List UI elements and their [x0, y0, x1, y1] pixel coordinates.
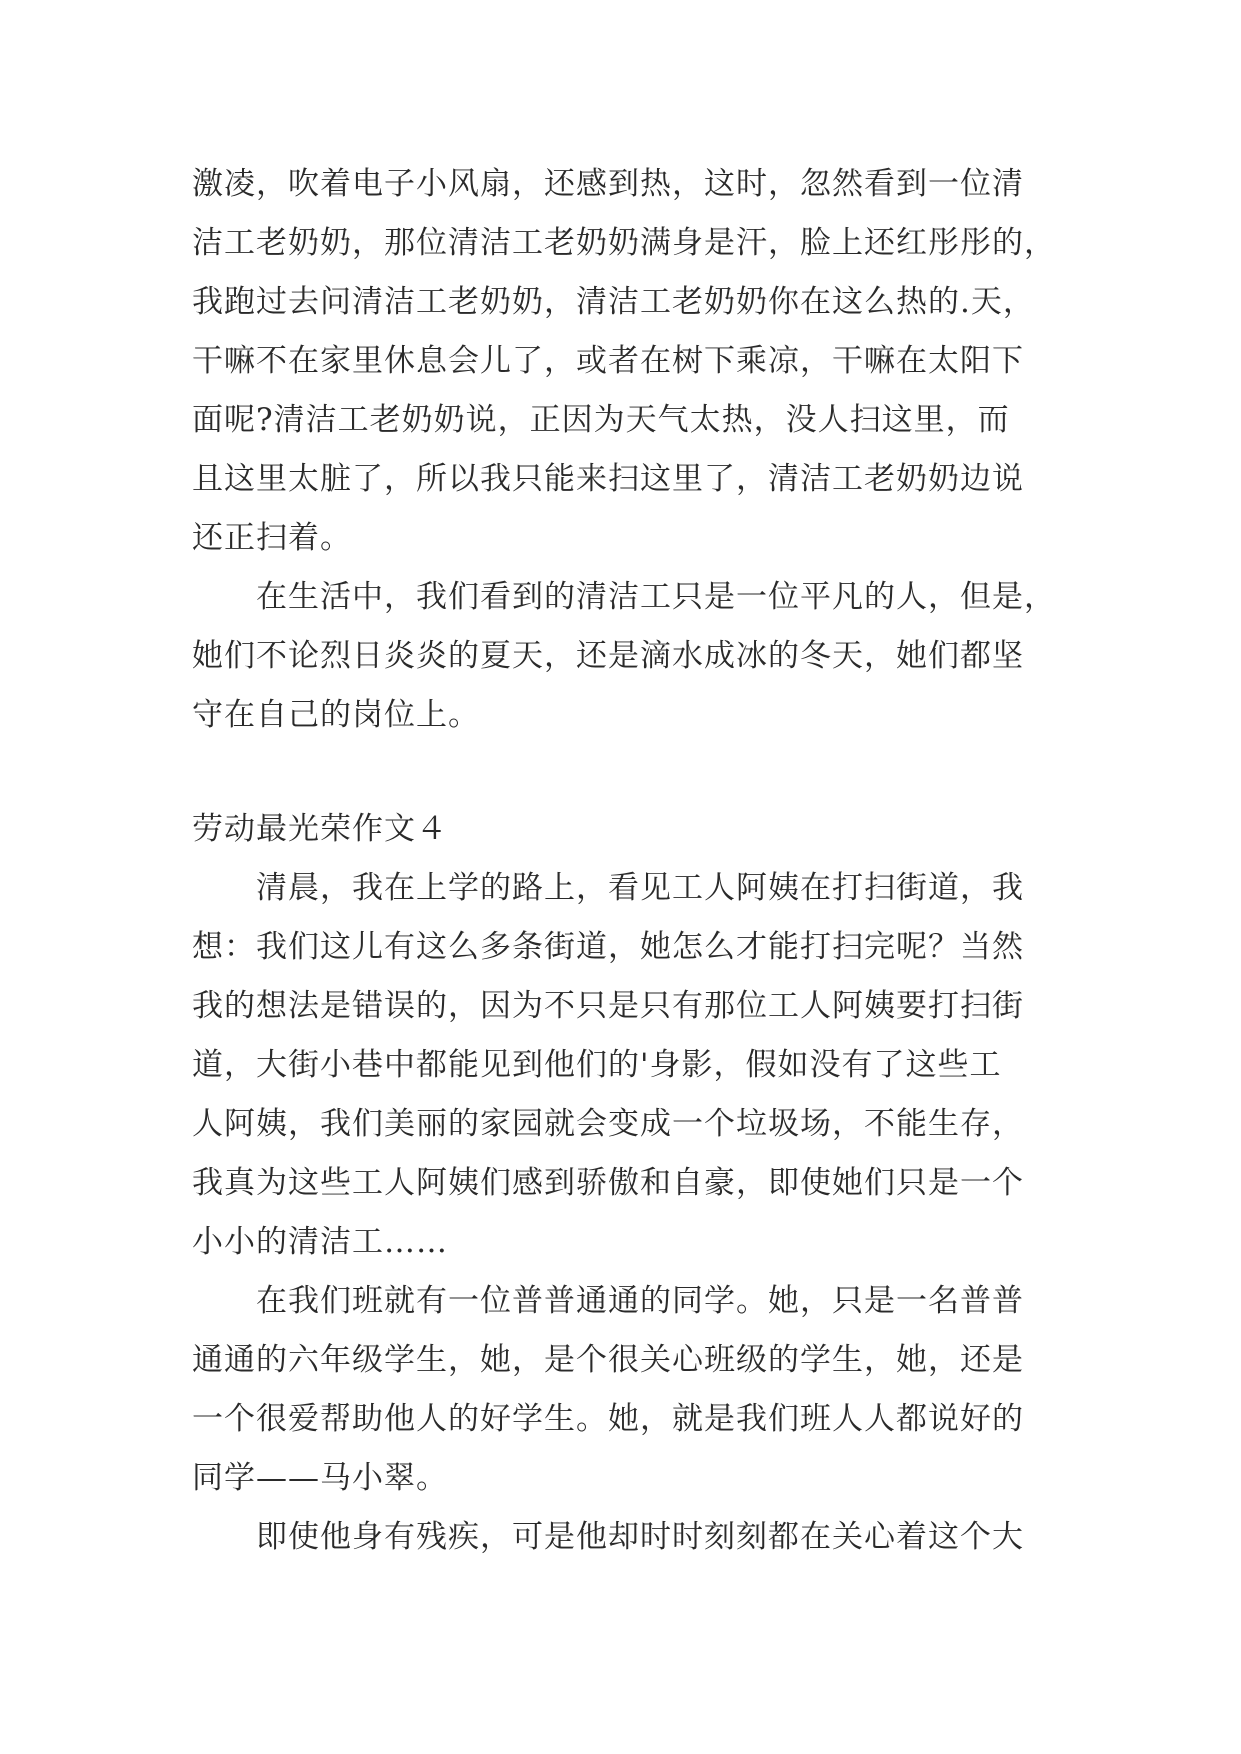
text-line: 同学——马小翠。: [192, 1460, 448, 1496]
section-heading: 劳动最光荣作文４: [192, 811, 448, 847]
text-line: 一个很爱帮助他人的好学生。她，就是我们班人人都说好的: [192, 1401, 1024, 1437]
text-line: 且这里太脏了，所以我只能来扫这里了，清洁工老奶奶边说: [192, 461, 1024, 497]
text-line: 我的想法是错误的，因为不只是只有那位工人阿姨要打扫街: [192, 988, 1024, 1024]
text-line: 面呢?清洁工老奶奶说，正因为天气太热，没人扫这里，而: [192, 402, 1010, 438]
text-line: 小小的清洁工……: [192, 1224, 448, 1260]
text-line: 守在自己的岗位上。: [192, 697, 480, 733]
text-line: 洁工老奶奶，那位清洁工老奶奶满身是汗，脸上还红彤彤的，: [192, 225, 1056, 261]
text-line: 通通的六年级学生，她，是个很关心班级的学生，她，还是: [192, 1342, 1024, 1378]
text-line: 激凌，吹着电子小风扇，还感到热，这时，忽然看到一位清: [192, 166, 1024, 202]
text-line: 人阿姨，我们美丽的家园就会变成一个垃圾场，不能生存，: [192, 1106, 1024, 1142]
text-line: 即使他身有残疾，可是他却时时刻刻都在关心着这个大: [192, 1519, 1024, 1555]
text-line: 还正扫着。: [192, 520, 352, 556]
text-line: 我跑过去问清洁工老奶奶，清洁工老奶奶你在这么热的.天，: [192, 284, 1035, 320]
text-line: 干嘛不在家里休息会儿了，或者在树下乘凉，干嘛在太阳下: [192, 343, 1024, 379]
text-line: 我真为这些工人阿姨们感到骄傲和自豪，即使她们只是一个: [192, 1165, 1024, 1201]
text-line: 在生活中，我们看到的清洁工只是一位平凡的人，但是，: [192, 579, 1056, 615]
text-line: 清晨，我在上学的路上，看见工人阿姨在打扫街道，我: [192, 870, 1024, 906]
text-line: 道，大街小巷中都能见到他们的'身影，假如没有了这些工: [192, 1047, 1002, 1083]
text-line: 她们不论烈日炎炎的夏天，还是滴水成冰的冬天，她们都坚: [192, 638, 1024, 674]
text-line: 想：我们这儿有这么多条街道，她怎么才能打扫完呢？当然: [192, 929, 1024, 965]
text-line: 在我们班就有一位普普通通的同学。她，只是一名普普: [192, 1283, 1024, 1319]
